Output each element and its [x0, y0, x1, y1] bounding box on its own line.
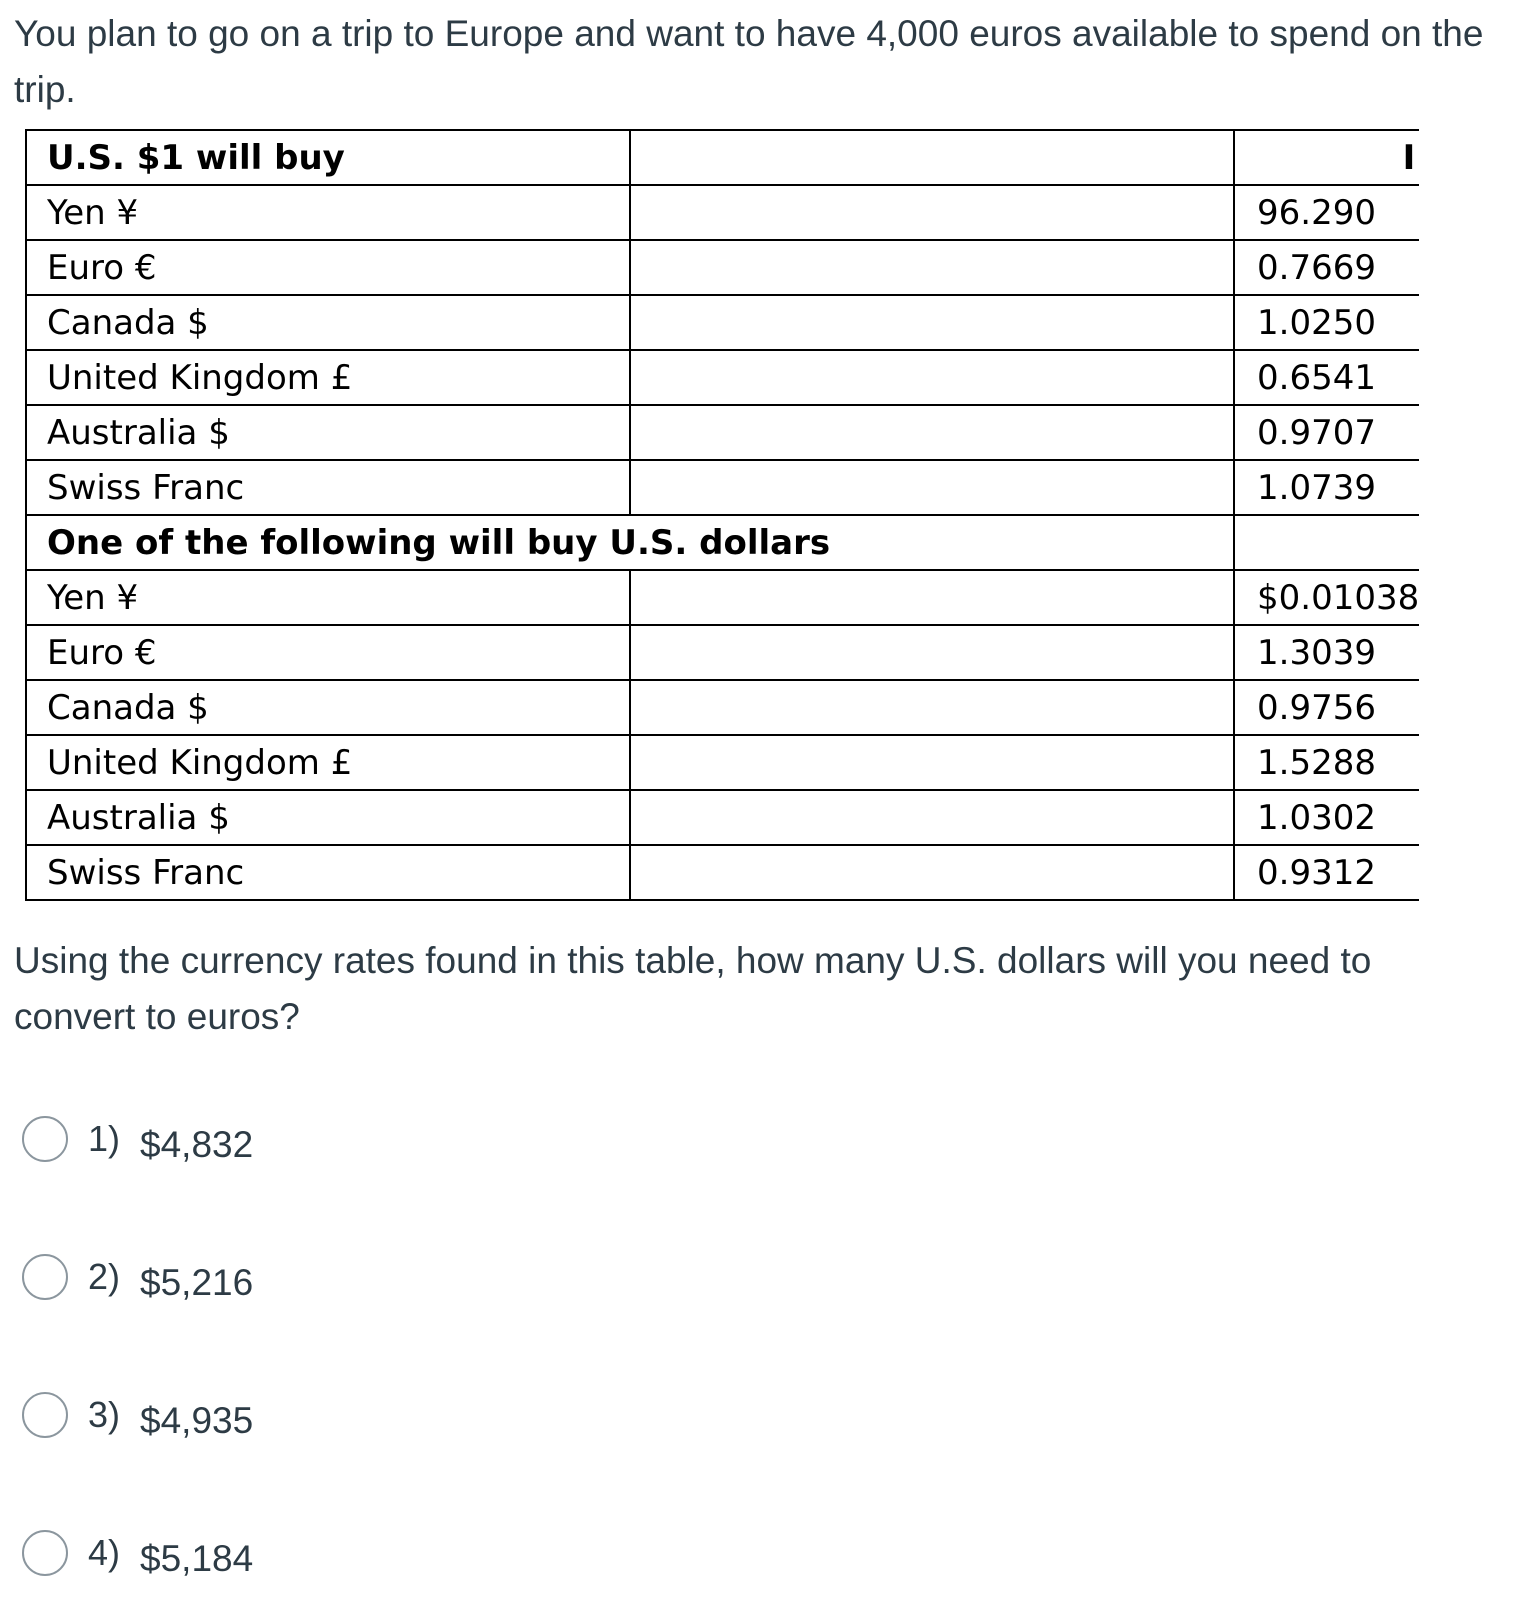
currency-name: Canada $ [26, 295, 630, 350]
rate-value: 0.6541 [1234, 350, 1419, 405]
currency-name: Euro € [26, 625, 630, 680]
table-cell-empty [1234, 515, 1419, 570]
currency-name: Yen ¥ [26, 570, 630, 625]
table-cell-empty [630, 570, 1234, 625]
currency-name: United Kingdom £ [26, 735, 630, 790]
table-cell-empty [630, 130, 1234, 185]
table-cell-empty [630, 845, 1234, 900]
table-cell-empty [630, 460, 1234, 515]
answer-option-4[interactable] [22, 1523, 542, 1583]
table-row [26, 845, 1419, 900]
table-cell-empty [630, 735, 1234, 790]
table-row [26, 790, 1419, 845]
table-cell-empty [630, 625, 1234, 680]
option-answer: $4,832 [140, 1124, 254, 1165]
rate-value: 1.5288 [1234, 735, 1419, 790]
currency-name: Swiss Franc [26, 460, 630, 515]
table-section-header [26, 515, 1419, 570]
answer-option-2[interactable] [22, 1247, 542, 1307]
currency-name: Australia $ [26, 790, 630, 845]
rate-value: $0.01038 [1234, 570, 1419, 625]
option-number: 1) [88, 1118, 121, 1159]
rate-value: 1.0739 [1234, 460, 1419, 515]
table-cell-empty [630, 680, 1234, 735]
section2-title: One of the following will buy U.S. dollars [26, 515, 1234, 570]
rate-value: 0.9756 [1234, 680, 1419, 735]
section1-marker-cell [1234, 130, 1419, 185]
rate-value: 1.0302 [1234, 790, 1419, 845]
section1-marker: I [1402, 137, 1416, 178]
table-row [26, 240, 1419, 295]
table-row [26, 680, 1419, 735]
question-text: Using the currency rates found in this table, how many U.S. dollars will you need to convert to euros? [14, 940, 1372, 1037]
table-section-header [26, 130, 1419, 185]
table-cell-empty [630, 350, 1234, 405]
table-cell-empty [630, 295, 1234, 350]
table-row [26, 185, 1419, 240]
table-row [26, 460, 1419, 515]
rate-value: 0.9707 [1234, 405, 1419, 460]
rate-value: 96.290 [1234, 185, 1419, 240]
table-row [26, 350, 1419, 405]
currency-name: Swiss Franc [26, 845, 630, 900]
section1-title: U.S. $1 will buy [26, 130, 630, 185]
currency-name: Australia $ [26, 405, 630, 460]
option-answer: $5,216 [140, 1262, 254, 1303]
table-row [26, 405, 1419, 460]
table-cell-empty [630, 790, 1234, 845]
currency-name: Canada $ [26, 680, 630, 735]
radio-button[interactable] [22, 1392, 68, 1438]
option-number: 3) [88, 1394, 121, 1435]
table-row [26, 570, 1419, 625]
option-number: 2) [88, 1256, 121, 1297]
currency-name: Yen ¥ [26, 185, 630, 240]
table-row [26, 625, 1419, 680]
currency-rates-table [25, 129, 1419, 901]
rate-value: 1.3039 [1234, 625, 1419, 680]
radio-button[interactable] [22, 1116, 68, 1162]
radio-button[interactable] [22, 1254, 68, 1300]
option-answer: $4,935 [140, 1400, 254, 1441]
table-row [26, 735, 1419, 790]
currency-name: United Kingdom £ [26, 350, 630, 405]
table-cell-empty [630, 405, 1234, 460]
table-row [26, 295, 1419, 350]
table-cell-empty [630, 185, 1234, 240]
question-prompt: You plan to go on a trip to Europe and want to have 4,000 euros available to spend on the trip. [14, 13, 1484, 110]
rate-value: 0.7669 [1234, 240, 1419, 295]
option-number: 4) [88, 1532, 121, 1573]
rate-value: 0.9312 [1234, 845, 1419, 900]
answer-option-3[interactable] [22, 1385, 542, 1445]
answer-option-1[interactable] [22, 1109, 542, 1169]
radio-button[interactable] [22, 1530, 68, 1576]
rate-value: 1.0250 [1234, 295, 1419, 350]
option-answer: $5,184 [140, 1538, 254, 1579]
currency-name: Euro € [26, 240, 630, 295]
table-cell-empty [630, 240, 1234, 295]
